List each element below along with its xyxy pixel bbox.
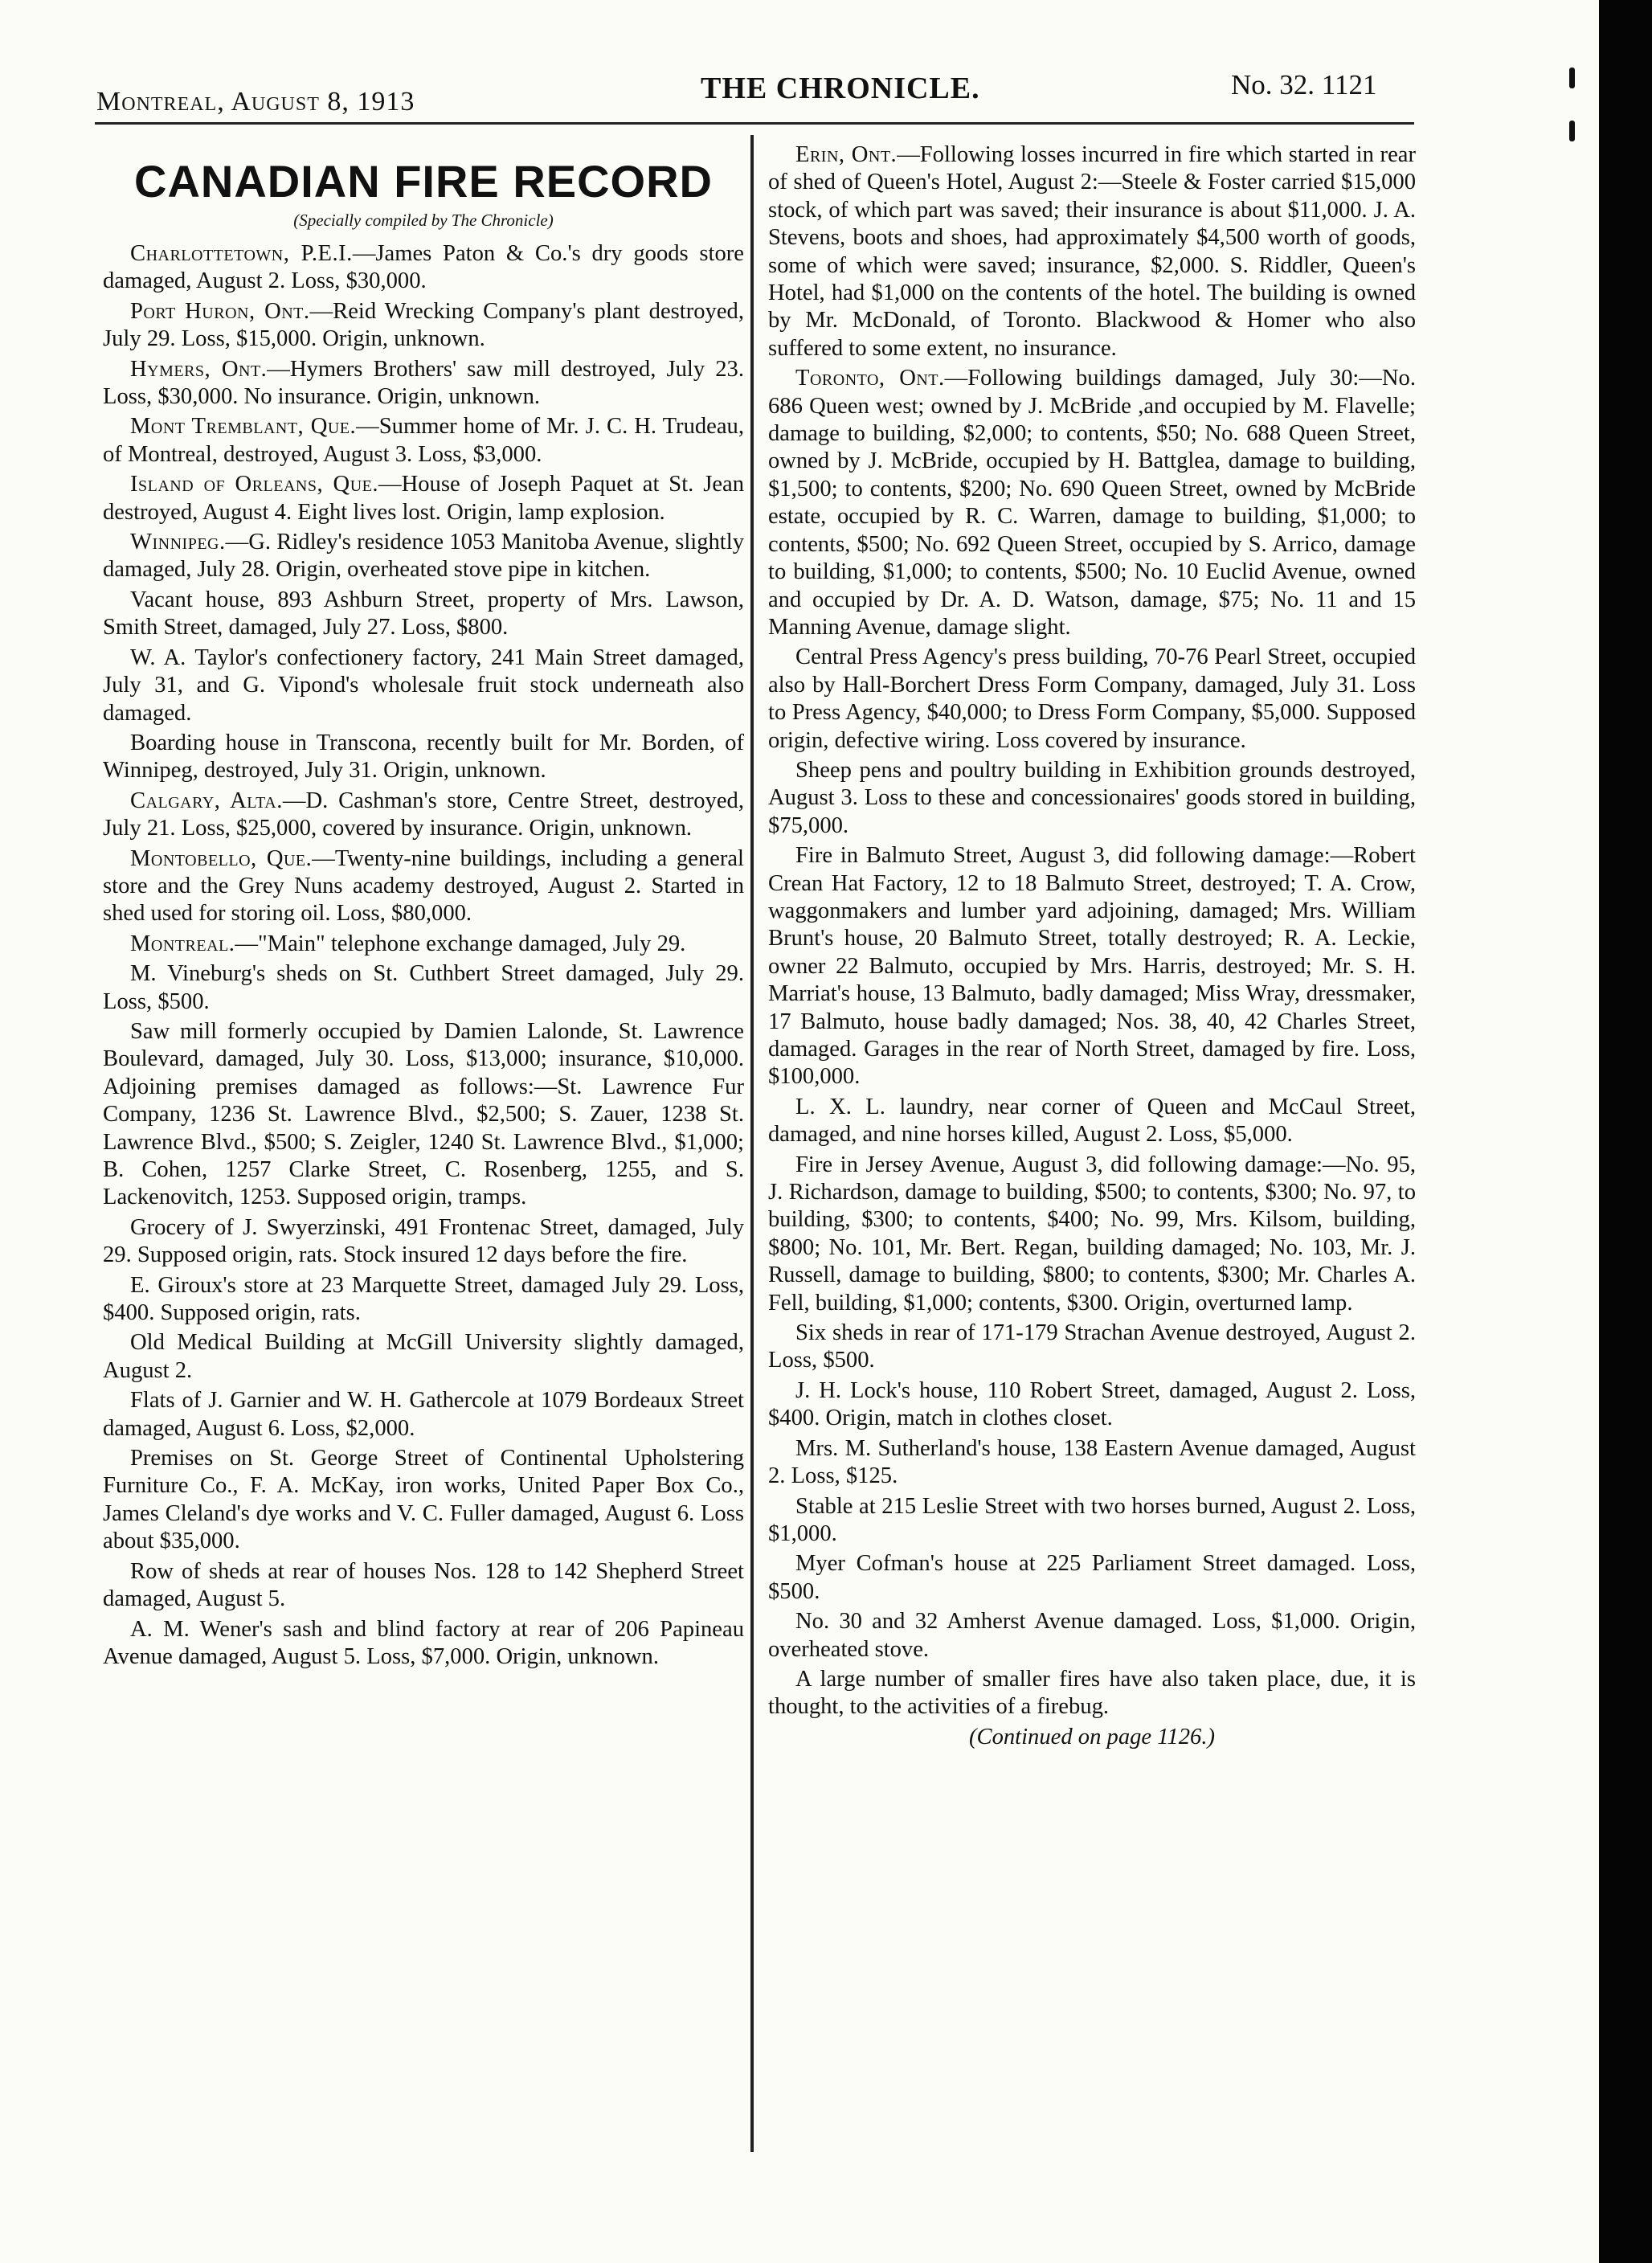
- margin-mark: [1569, 68, 1575, 88]
- fire-entry: [768, 842, 1416, 1091]
- fire-entry: [103, 1558, 744, 1614]
- fire-entry: [768, 141, 1416, 362]
- entry-text: —Reid Wrecking Company's plant destroyed, July 29. Loss, $15,000. Origin, unknown.: [103, 298, 744, 352]
- entry-text: Saw mill formerly occupied by Damien Lalonde, St. Lawrence Boulevard, damaged, July 30. Loss, $13,000; insurance, $10,000. Adjoining premises damaged as follows:—St. Lawrence Fur Company, 1236 St. Lawrence Blvd., $2,500; S. Zauer, 1238 St. Lawrence Blvd., $500; S. Zeigler, 1240 St. Lawrence Blvd., $1,000; B. Cohen, 1257 Clarke Street, C. Rosenberg, 1255, and S. Lackenovitch, 1253. Supposed origin, tramps.: [103, 1018, 744, 1210]
- entry-text: —Summer home of Mr. J. C. H. Trudeau, of Montreal, destroyed, August 3. Loss, $3,000.: [103, 414, 744, 467]
- fire-entry: [768, 1435, 1416, 1491]
- fire-entry: [103, 529, 744, 584]
- running-head: [96, 69, 1414, 117]
- fire-entry: [103, 587, 744, 642]
- fire-entry: [768, 1608, 1416, 1663]
- left-entries: [103, 240, 744, 1671]
- fire-entry: [103, 1445, 744, 1556]
- fire-entry: [103, 845, 744, 928]
- dateline: Montreal, August 8, 1913: [96, 87, 415, 117]
- fire-entry: [768, 1666, 1416, 1721]
- fire-entry: [103, 1214, 744, 1270]
- entry-text: A. M. Wener's sash and blind factory at rear of 206 Papineau Avenue damaged, August 5. Loss, $7,000. Origin, unknown.: [103, 1616, 744, 1669]
- column-rule: [750, 135, 754, 2152]
- entry-place: Charlottetown, P.E.I.: [130, 241, 353, 266]
- entry-place: Winnipeg.: [130, 530, 226, 555]
- entry-text: W. A. Taylor's confectionery factory, 241 Main Street damaged, July 31, and G. Vipond's wholesale fruit stock underneath also damaged.: [103, 645, 744, 726]
- entry-text: Vacant house, 893 Ashburn Street, property of Mrs. Lawson, Smith Street, damaged, July 27. Loss, $800.: [103, 587, 744, 640]
- article-title: CANADIAN FIRE RECORD: [134, 156, 713, 207]
- entry-place: Calgary, Alta.: [130, 788, 283, 813]
- article-subtitle: (Specially compiled by The Chronicle): [293, 211, 554, 230]
- fire-entry: [103, 471, 744, 526]
- entry-text: Myer Cofman's house at 225 Parliament Street damaged. Loss, $500.: [768, 1551, 1416, 1604]
- fire-entry: [103, 1387, 744, 1443]
- fire-entry: [768, 365, 1416, 641]
- fire-entry: [768, 1550, 1416, 1606]
- fire-entry: [768, 1320, 1416, 1375]
- fire-entry: [103, 645, 744, 727]
- fire-entry: [768, 1493, 1416, 1549]
- entry-text: Six sheds in rear of 171-179 Strachan Avenue destroyed, August 2. Loss, $500.: [768, 1320, 1416, 1373]
- margin-mark: [1569, 121, 1575, 141]
- fire-entry: [103, 788, 744, 843]
- entry-place: Erin, Ont.: [795, 142, 898, 167]
- fire-entry: [103, 413, 744, 469]
- entry-text: E. Giroux's store at 23 Marquette Street, damaged July 29. Loss, $400. Supposed origin, rats.: [103, 1272, 744, 1326]
- page-edge-shadow: [1599, 0, 1652, 2263]
- fire-entry: [103, 240, 744, 296]
- issue-page-number: No. 32. 1121: [1231, 69, 1377, 100]
- entry-text: —House of Joseph Paquet at St. Jean destroyed, August 4. Eight lives lost. Origin, lamp explosion.: [103, 472, 744, 525]
- entry-text: —"Main" telephone exchange damaged, July 29.: [235, 931, 686, 956]
- entry-text: —James Paton & Co.'s dry goods store damaged, August 2. Loss, $30,000.: [103, 241, 744, 294]
- entry-place: Hymers, Ont.: [130, 356, 268, 382]
- fire-entry: [768, 757, 1416, 840]
- entry-text: —Following buildings damaged, July 30:—No. 686 Queen west; owned by J. McBride ,and occupied by M. Flavelle; damage to building, $2,000; to contents, $50; No. 688 Queen Street, owned by J. McBride, occupied by H. Battglea, damage to building, $1,500; to contents, $200; No. 690 Queen Street, owned by McBride estate, occupied by R. C. Warren, damage to building, $1,000; to contents, $500; No. 692 Queen Street, occupied by S. Arrico, damage to building, $1,000; to contents, $500; No. 10 Euclid Avenue, owned and occupied by Dr. A. D. Watson, damage, $75; No. 11 and 15 Manning Avenue, damage slight.: [768, 366, 1416, 640]
- entry-text: —Hymers Brothers' saw mill destroyed, July 23. Loss, $30,000. No insurance. Origin, unknown.: [103, 356, 744, 410]
- entry-text: M. Vineburg's sheds on St. Cuthbert Street damaged, July 29. Loss, $500.: [103, 961, 744, 1014]
- fire-entry: [768, 1377, 1416, 1433]
- entry-text: Mrs. M. Sutherland's house, 138 Eastern Avenue damaged, August 2. Loss, $125.: [768, 1435, 1416, 1489]
- fire-entry: [103, 1329, 744, 1385]
- entry-text: No. 30 and 32 Amherst Avenue damaged. Loss, $1,000. Origin, overheated stove.: [768, 1609, 1416, 1662]
- fire-entry: [768, 1094, 1416, 1149]
- entry-text: —D. Cashman's store, Centre Street, destroyed, July 21. Loss, $25,000, covered by insurance. Origin, unknown.: [103, 788, 744, 841]
- entry-place: Port Huron, Ont.: [130, 298, 310, 324]
- entry-place: Mont Tremblant, Que.: [130, 414, 357, 440]
- fire-entry: [768, 1152, 1416, 1317]
- header-rule: [95, 122, 1414, 125]
- entry-place: Montobello, Que.: [130, 845, 313, 871]
- fire-entry: [103, 960, 744, 1016]
- entry-text: J. H. Lock's house, 110 Robert Street, damaged, August 2. Loss, $400. Origin, match in clothes closet.: [768, 1377, 1416, 1431]
- entry-text: A large number of smaller fires have also taken place, due, it is thought, to the activities of a firebug.: [768, 1666, 1416, 1720]
- entry-place: Island of Orleans, Que.: [130, 472, 379, 497]
- entry-text: Fire in Balmuto Street, August 3, did following damage:—Robert Crean Hat Factory, 12 to 18 Balmuto Street, destroyed; T. A. Crow, waggonmakers and lumber yard adjoining, damaged; Mrs. William Brunt's house, 20 Balmuto Street, totally destroyed; R. A. Leckie, owner 22 Balmuto, occupied by Mrs. Harris, destroyed; Mr. S. H. Marriat's house, 13 Balmuto, badly damaged; Miss Wray, dressmaker, 17 Balmuto, house badly damaged; Nos. 38, 40, 42 Charles Street, damaged. Garages in the rear of North Street, damaged by fire. Loss, $100,000.: [768, 843, 1416, 1090]
- entry-text: —Following losses incurred in fire which started in rear of shed of Queen's Hotel, August 2:—Steele & Foster carried $15,000 stock, of which part was saved; their insurance is about $11,000. J. A. Stevens, boots and shoes, had approximately $4,500 worth of goods, some of which were saved; insurance, $2,000. S. Riddler, Queen's Hotel, had $1,000 on the contents of the hotel. The building is owned by Mr. McDonald, of Toronto. Blackwood & Homer who also suffered to some extent, no insurance.: [768, 142, 1416, 361]
- entry-text: Grocery of J. Swyerzinski, 491 Frontenac Street, damaged, July 29. Supposed origin, rats. Stock insured 12 days before the fire.: [103, 1214, 744, 1268]
- entry-place: Toronto, Ont.: [795, 366, 945, 391]
- entry-text: Row of sheds at rear of houses Nos. 128 to 142 Shepherd Street damaged, August 5.: [103, 1558, 744, 1612]
- entry-text: Flats of J. Garnier and W. H. Gathercole at 1079 Bordeaux Street damaged, August 6. Loss, $2,000.: [103, 1388, 744, 1441]
- fire-entry: [103, 1018, 744, 1212]
- fire-entry: [103, 356, 744, 411]
- entry-place: Montreal.: [130, 931, 235, 956]
- entry-text: Premises on St. George Street of Continental Upholstering Furniture Co., F. A. McKay, iron works, United Paper Box Co., James Cleland's dye works and V. C. Fuller damaged, August 6. Loss about $35,000.: [103, 1446, 744, 1554]
- entry-text: Sheep pens and poultry building in Exhibition grounds destroyed, August 3. Loss to these and concessionaires' goods stored in building, $75,000.: [768, 757, 1416, 838]
- right-column: [768, 141, 1416, 2167]
- entry-text: Boarding house in Transcona, recently built for Mr. Borden, of Winnipeg, destroyed, July 31. Origin, unknown.: [103, 730, 744, 784]
- publication-title: THE CHRONICLE.: [701, 72, 980, 105]
- fire-entry: [768, 644, 1416, 755]
- entry-text: Stable at 215 Leslie Street with two horses burned, August 2. Loss, $1,000.: [768, 1493, 1416, 1546]
- continued-note: (Continued on page 1126.): [968, 1724, 1215, 1749]
- entry-text: —Twenty-nine buildings, including a general store and the Grey Nuns academy destroyed, August 2. Started in shed used for storing oil. Loss, $80,000.: [103, 845, 744, 927]
- entry-text: Central Press Agency's press building, 70-76 Pearl Street, occupied also by Hall-Borchert Dress Form Company, damaged, July 31. Loss to Press Agency, $40,000; to Dress Form Company, $5,000. Supposed origin, defective wiring. Loss covered by insurance.: [768, 645, 1416, 753]
- entry-text: Old Medical Building at McGill University slightly damaged, August 2.: [103, 1330, 744, 1383]
- fire-entry: [103, 1272, 744, 1328]
- entry-text: —G. Ridley's residence 1053 Manitoba Avenue, slightly damaged, July 28. Origin, overheated stove pipe in kitchen.: [103, 530, 744, 583]
- right-entries: [768, 141, 1416, 1721]
- fire-entry: [103, 730, 744, 785]
- fire-entry: [103, 298, 744, 354]
- entry-text: L. X. L. laundry, near corner of Queen and McCaul Street, damaged, and nine horses killed, August 2. Loss, $5,000.: [768, 1094, 1416, 1148]
- left-column: [103, 141, 744, 2167]
- fire-entry: [103, 931, 744, 958]
- fire-entry: [103, 1616, 744, 1672]
- entry-text: Fire in Jersey Avenue, August 3, did following damage:—No. 95, J. Richardson, damage to building, $500; to contents, $300; No. 97, to building, $300; to contents, $400; No. 99, Mrs. Kilsom, building, $800; No. 101, Mr. Bert. Regan, building damaged; No. 103, Mr. J. Russell, damage to building, $800; to contents, $300; Mr. Charles A. Fell, building, $1,000; contents, $300. Origin, overturned lamp.: [768, 1152, 1416, 1316]
